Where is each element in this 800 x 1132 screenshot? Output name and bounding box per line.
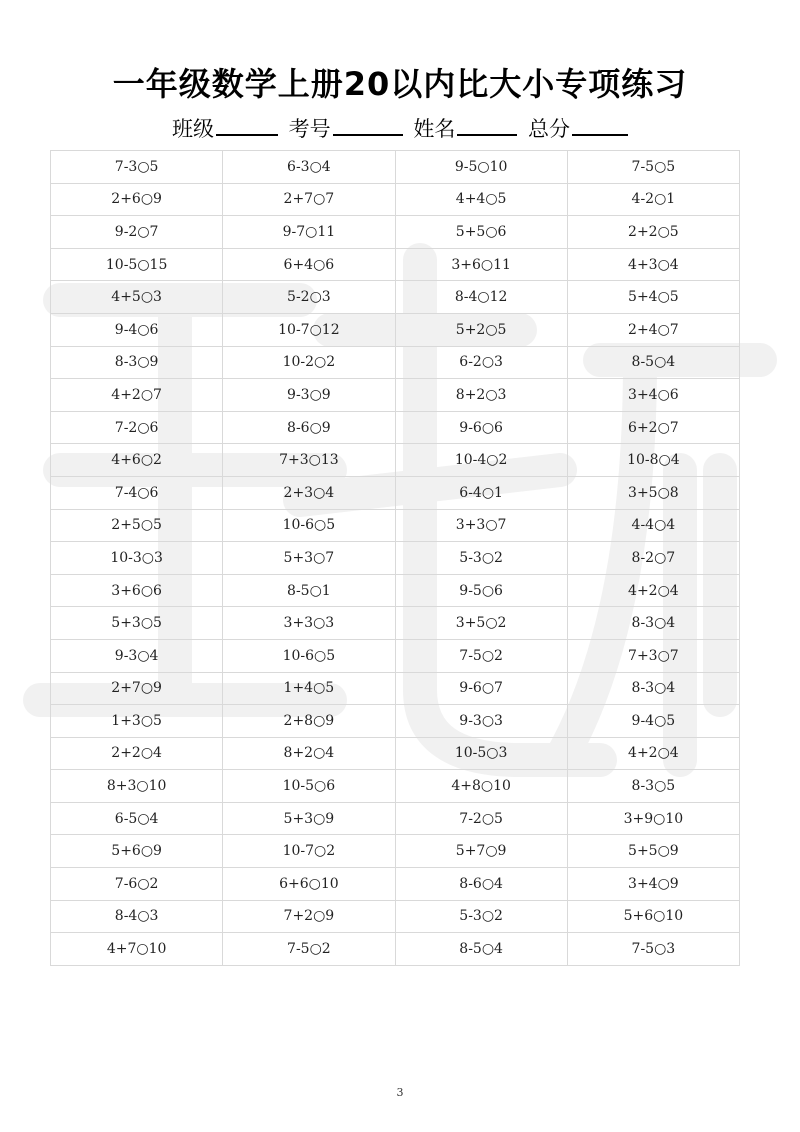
exercise-cell[interactable]: 3+5○2 xyxy=(395,607,567,640)
table-row xyxy=(51,835,740,868)
exercise-cell[interactable]: 10-2○2 xyxy=(223,346,395,379)
exercise-cell[interactable]: 8-5○4 xyxy=(395,933,567,966)
exercise-cell[interactable]: 6-5○4 xyxy=(51,802,223,835)
table-row xyxy=(51,281,740,314)
exercise-cell[interactable]: 8-6○9 xyxy=(223,411,395,444)
page-number: 3 xyxy=(396,1086,404,1099)
exercise-cell[interactable]: 3+4○9 xyxy=(567,868,739,901)
exercise-cell[interactable]: 7-2○6 xyxy=(51,411,223,444)
exercise-cell[interactable]: 9-5○6 xyxy=(395,574,567,607)
exercise-cell[interactable]: 8+2○3 xyxy=(395,379,567,412)
exercise-cell[interactable]: 8-6○4 xyxy=(395,868,567,901)
exercise-cell[interactable]: 7+3○7 xyxy=(567,639,739,672)
table-row xyxy=(51,737,740,770)
exercise-cell[interactable]: 5-3○2 xyxy=(395,900,567,933)
exercise-cell[interactable]: 10-8○4 xyxy=(567,444,739,477)
total-score-field-label: 总分 xyxy=(528,117,571,141)
table-row xyxy=(51,900,740,933)
exam-number-field[interactable] xyxy=(289,112,403,145)
exercise-cell[interactable]: 2+7○7 xyxy=(223,183,395,216)
exercise-cell[interactable]: 10-5○3 xyxy=(395,737,567,770)
exercise-cell[interactable]: 5+7○9 xyxy=(395,835,567,868)
exercise-cell[interactable]: 7-5○2 xyxy=(223,933,395,966)
exam-number-blank-line xyxy=(333,112,403,136)
exercise-cell[interactable]: 9-3○3 xyxy=(395,705,567,738)
table-row xyxy=(51,411,740,444)
exercise-cell[interactable]: 9-7○11 xyxy=(223,216,395,249)
table-row xyxy=(51,444,740,477)
exercise-cell[interactable]: 4+2○4 xyxy=(567,737,739,770)
exercise-cell[interactable]: 9-4○6 xyxy=(51,313,223,346)
exercise-cell[interactable]: 9-3○4 xyxy=(51,639,223,672)
exercise-cell[interactable]: 2+2○4 xyxy=(51,737,223,770)
exercise-cell[interactable]: 10-7○2 xyxy=(223,835,395,868)
exercise-cell[interactable]: 10-7○12 xyxy=(223,313,395,346)
exercise-cell[interactable]: 9-3○9 xyxy=(223,379,395,412)
exercise-cell[interactable]: 6+6○10 xyxy=(223,868,395,901)
exercise-cell[interactable]: 3+9○10 xyxy=(567,802,739,835)
table-row xyxy=(51,607,740,640)
exercise-cell[interactable]: 5+3○9 xyxy=(223,802,395,835)
name-field[interactable] xyxy=(413,112,517,145)
table-row xyxy=(51,868,740,901)
exercise-cell[interactable]: 6-2○3 xyxy=(395,346,567,379)
table-row xyxy=(51,770,740,803)
class-field[interactable] xyxy=(172,112,278,145)
name-blank-line xyxy=(457,112,517,136)
name-field-label: 姓名 xyxy=(413,117,456,141)
exercise-cell[interactable]: 7-5○2 xyxy=(395,639,567,672)
table-row xyxy=(51,248,740,281)
worksheet-title: 一年级数学上册20以内比大小专项练习 xyxy=(112,65,688,103)
exercise-cell[interactable]: 8-4○3 xyxy=(51,900,223,933)
exercise-cell[interactable]: 7-4○6 xyxy=(51,476,223,509)
exercise-cell[interactable]: 3+3○3 xyxy=(223,607,395,640)
exercise-cell[interactable]: 9-4○5 xyxy=(567,705,739,738)
table-row xyxy=(51,705,740,738)
exercise-cell[interactable]: 8-3○4 xyxy=(567,607,739,640)
exercise-cell[interactable]: 9-6○7 xyxy=(395,672,567,705)
exercise-cell[interactable]: 8-5○1 xyxy=(223,574,395,607)
exercise-cell[interactable]: 5+3○5 xyxy=(51,607,223,640)
exercise-cell[interactable]: 8-3○4 xyxy=(567,672,739,705)
exercise-cell[interactable]: 4+3○4 xyxy=(567,248,739,281)
exercise-cell[interactable]: 2+8○9 xyxy=(223,705,395,738)
student-info-fields xyxy=(0,112,800,145)
exercise-table xyxy=(50,150,740,966)
exercise-cell[interactable]: 7-6○2 xyxy=(51,868,223,901)
exercise-cell[interactable]: 8-3○9 xyxy=(51,346,223,379)
exercise-cell[interactable]: 6+4○6 xyxy=(223,248,395,281)
exercise-cell[interactable]: 10-5○15 xyxy=(51,248,223,281)
exercise-cell[interactable]: 9-2○7 xyxy=(51,216,223,249)
exercise-cell[interactable]: 8-5○4 xyxy=(567,346,739,379)
exam-number-field-label: 考号 xyxy=(288,117,331,141)
exercise-cell[interactable]: 4+2○7 xyxy=(51,379,223,412)
exercise-cell[interactable]: 7-5○5 xyxy=(567,151,739,184)
exercise-cell[interactable]: 2+4○7 xyxy=(567,313,739,346)
table-row xyxy=(51,802,740,835)
exercise-cell[interactable]: 7-2○5 xyxy=(395,802,567,835)
exercise-cell[interactable]: 5+6○10 xyxy=(567,900,739,933)
exercise-cell[interactable]: 3+6○6 xyxy=(51,574,223,607)
exercise-cell[interactable]: 3+3○7 xyxy=(395,509,567,542)
exercise-cell[interactable]: 5-2○3 xyxy=(223,281,395,314)
exercise-cell[interactable]: 2+7○9 xyxy=(51,672,223,705)
table-row xyxy=(51,313,740,346)
table-row xyxy=(51,476,740,509)
total-score-blank-line xyxy=(572,112,628,136)
table-row xyxy=(51,346,740,379)
exercise-cell[interactable]: 6-3○4 xyxy=(223,151,395,184)
table-row xyxy=(51,574,740,607)
class-blank-line xyxy=(216,112,278,136)
exercise-cell[interactable]: 5+3○7 xyxy=(223,542,395,575)
exercise-cell[interactable]: 4+5○3 xyxy=(51,281,223,314)
total-score-field[interactable] xyxy=(528,112,628,145)
exercise-cell[interactable]: 8-2○7 xyxy=(567,542,739,575)
exercise-cell[interactable]: 8+3○10 xyxy=(51,770,223,803)
exercise-cell[interactable]: 7-5○3 xyxy=(567,933,739,966)
table-row xyxy=(51,933,740,966)
table-row xyxy=(51,672,740,705)
exercise-cell[interactable]: 3+4○6 xyxy=(567,379,739,412)
exercise-cell[interactable]: 5+5○9 xyxy=(567,835,739,868)
table-row xyxy=(51,509,740,542)
exercise-cell[interactable]: 10-4○2 xyxy=(395,444,567,477)
exercise-cell[interactable]: 2+2○5 xyxy=(567,216,739,249)
exercise-cell[interactable]: 4+4○5 xyxy=(395,183,567,216)
exercise-cell[interactable]: 7+2○9 xyxy=(223,900,395,933)
exercise-cell[interactable]: 4+2○4 xyxy=(567,574,739,607)
exercise-cell[interactable]: 5+5○6 xyxy=(395,216,567,249)
class-field-label: 班级 xyxy=(171,117,214,141)
table-row xyxy=(51,151,740,184)
exercise-cell[interactable]: 5-3○2 xyxy=(395,542,567,575)
exercise-cell[interactable]: 1+3○5 xyxy=(51,705,223,738)
exercise-cell[interactable]: 4-2○1 xyxy=(567,183,739,216)
exercise-cell[interactable]: 9-5○10 xyxy=(395,151,567,184)
table-row xyxy=(51,542,740,575)
exercise-cell[interactable]: 2+5○5 xyxy=(51,509,223,542)
exercise-cell[interactable]: 4-4○4 xyxy=(567,509,739,542)
table-row xyxy=(51,379,740,412)
exercise-cell[interactable]: 2+6○9 xyxy=(51,183,223,216)
exercise-cell[interactable]: 5+6○9 xyxy=(51,835,223,868)
exercise-cell[interactable]: 4+6○2 xyxy=(51,444,223,477)
exercise-cell[interactable]: 8-4○12 xyxy=(395,281,567,314)
exercise-cell[interactable]: 10-5○6 xyxy=(223,770,395,803)
exercise-cell[interactable]: 4+8○10 xyxy=(395,770,567,803)
exercise-cell[interactable]: 10-3○3 xyxy=(51,542,223,575)
exercise-cell[interactable]: 4+7○10 xyxy=(51,933,223,966)
exercise-cell[interactable]: 7-3○5 xyxy=(51,151,223,184)
exercise-cell[interactable]: 3+5○8 xyxy=(567,476,739,509)
exercise-cell[interactable]: 8+2○4 xyxy=(223,737,395,770)
exercise-cell[interactable]: 10-6○5 xyxy=(223,639,395,672)
exercise-cell[interactable]: 7+3○13 xyxy=(223,444,395,477)
exercise-cell[interactable]: 3+6○11 xyxy=(395,248,567,281)
exercise-cell[interactable]: 6+2○7 xyxy=(567,411,739,444)
exercise-cell[interactable]: 10-6○5 xyxy=(223,509,395,542)
exercise-cell[interactable]: 6-4○1 xyxy=(395,476,567,509)
exercise-cell[interactable]: 2+3○4 xyxy=(223,476,395,509)
exercise-cell[interactable]: 8-3○5 xyxy=(567,770,739,803)
table-row xyxy=(51,183,740,216)
table-row xyxy=(51,216,740,249)
exercise-cell[interactable]: 9-6○6 xyxy=(395,411,567,444)
exercise-cell[interactable]: 1+4○5 xyxy=(223,672,395,705)
exercise-cell[interactable]: 5+4○5 xyxy=(567,281,739,314)
table-row xyxy=(51,639,740,672)
exercise-cell[interactable]: 5+2○5 xyxy=(395,313,567,346)
